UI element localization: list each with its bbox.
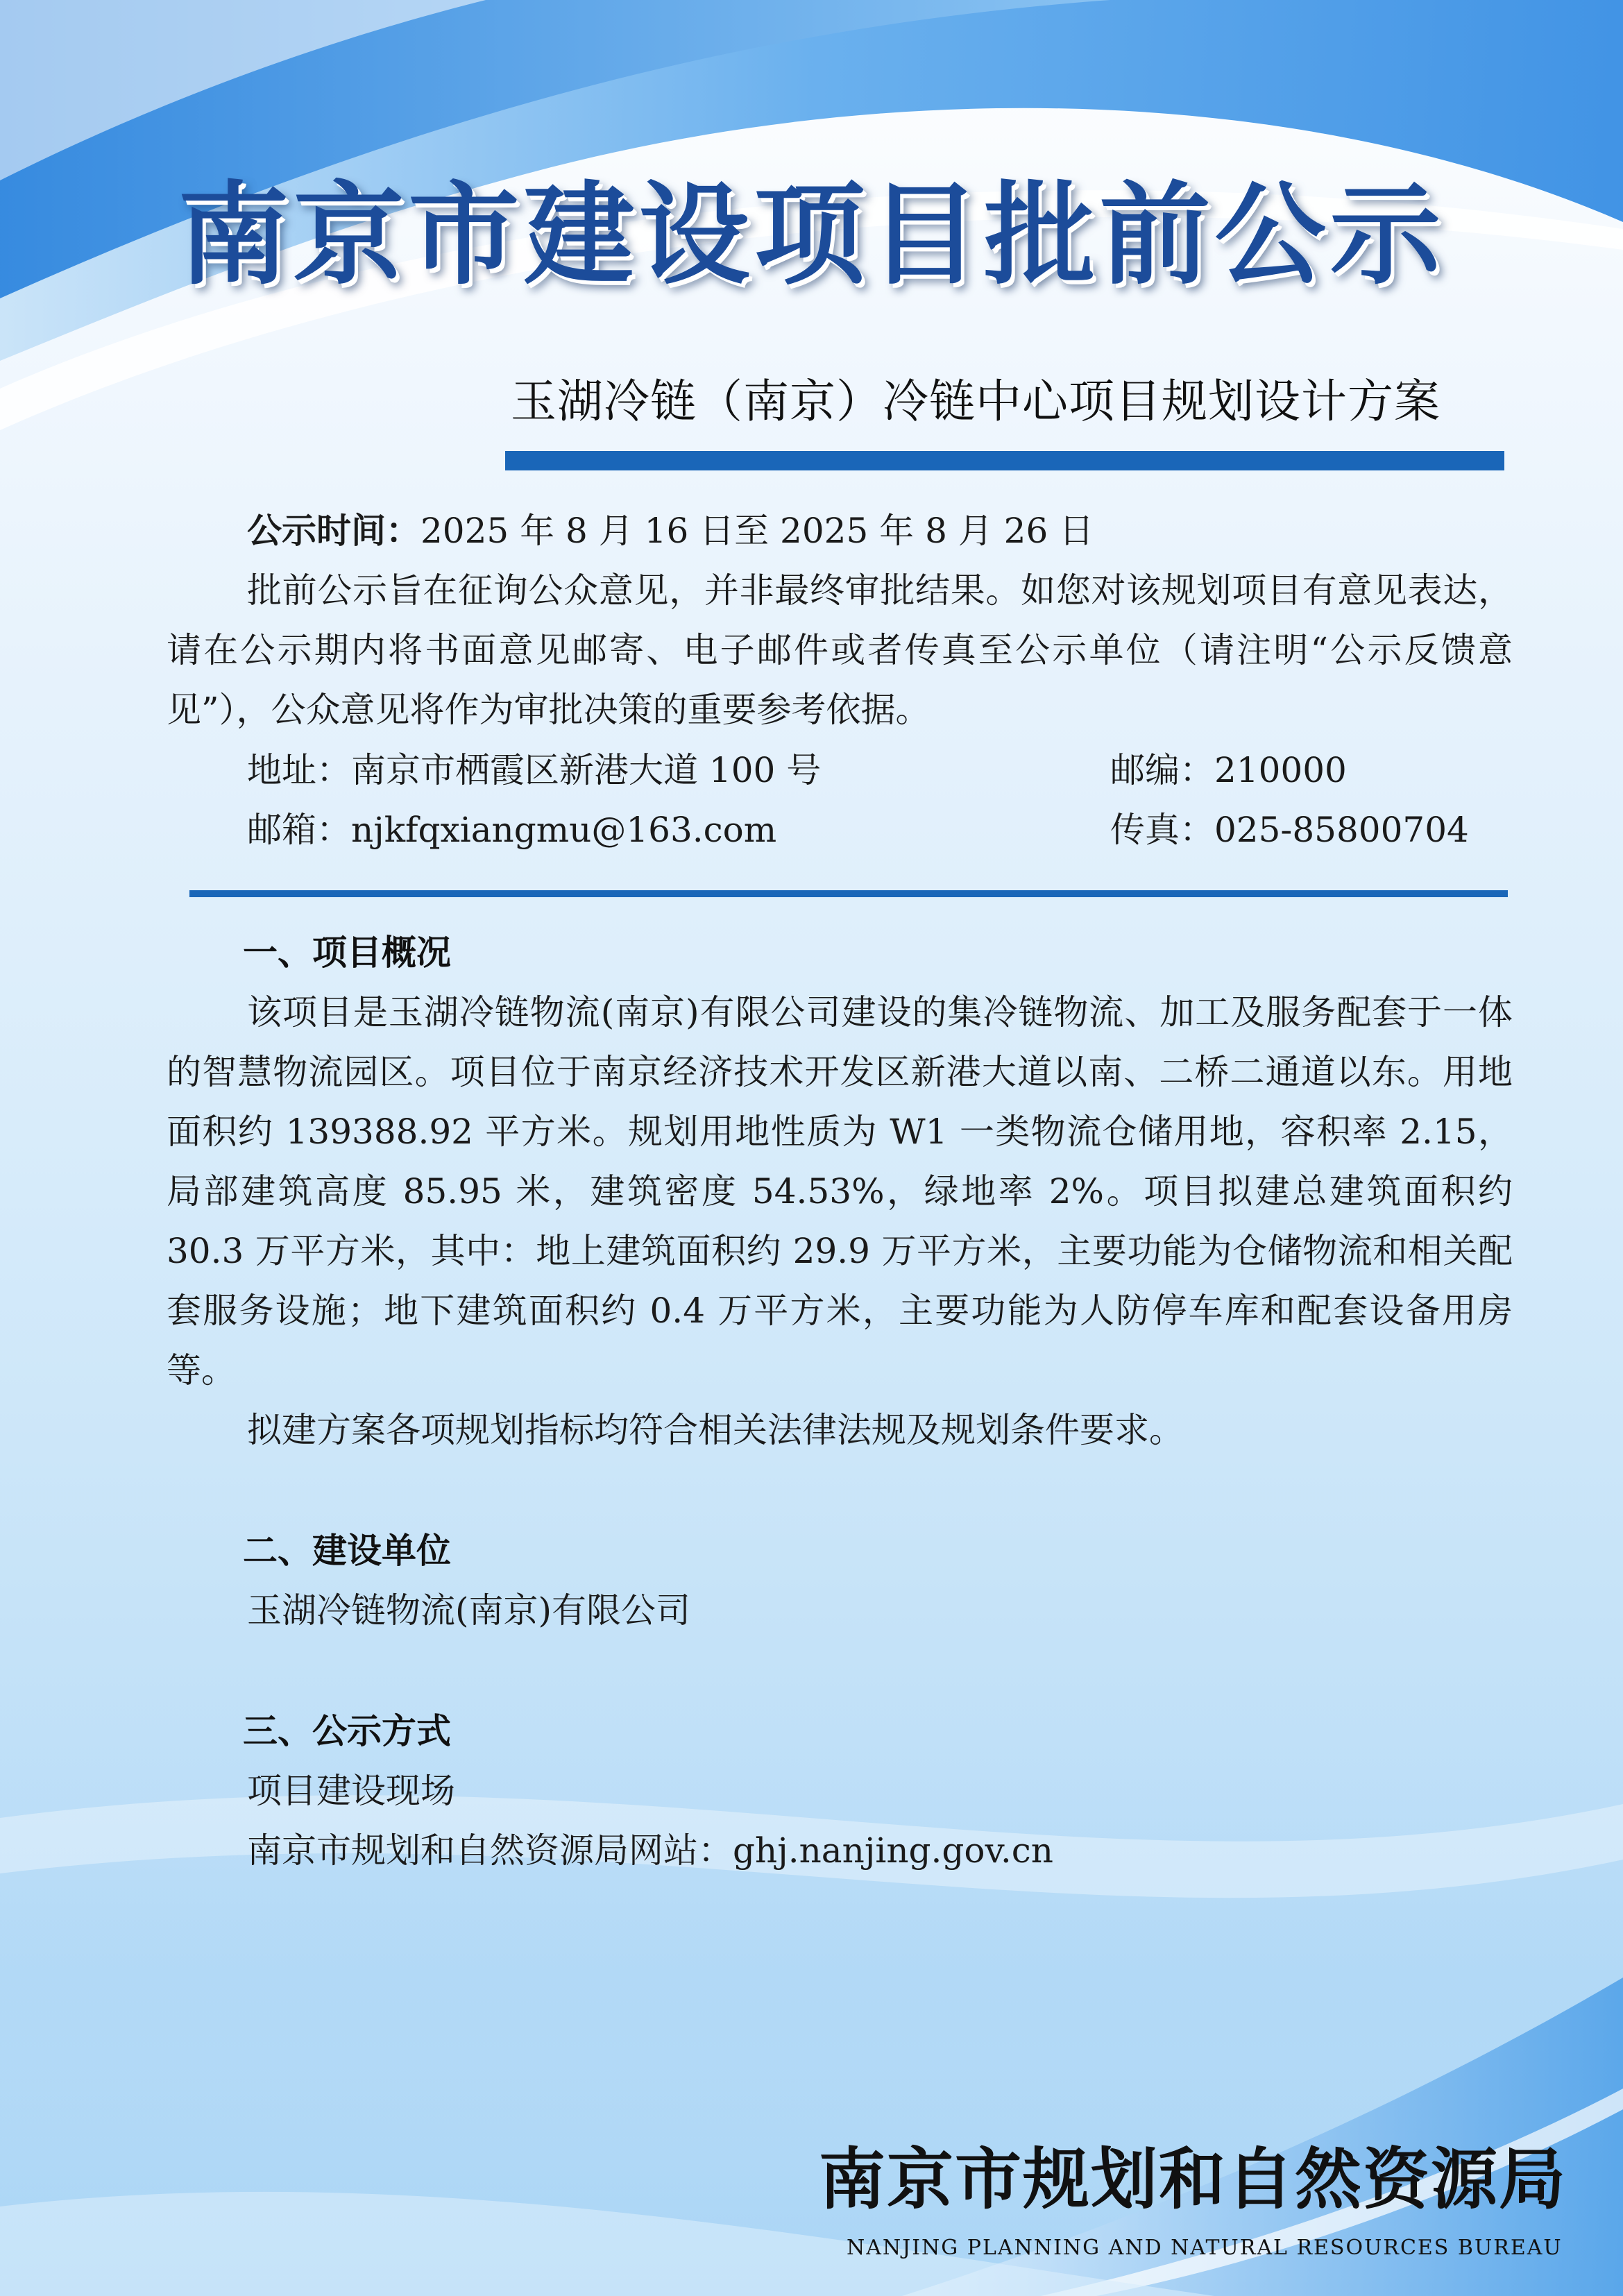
developer-name: 玉湖冷链物流(南京)有限公司 [247,1590,691,1631]
project-subtitle: 玉湖冷链（南京）冷链中心项目规划设计方案 [511,375,1441,428]
footer-org-name-en: NANJING PLANNING AND NATURAL RESOURCES BUREAU [847,2236,1563,2260]
section-heading-overview: 一、项目概况 [243,933,451,973]
contact-fax: 传真：025-85800704 [1110,810,1469,850]
notice-period [247,501,1094,561]
overview-paragraph: 该项目是玉湖冷链物流(南京)有限公司建设的集冷链物流、加工及服务配套于一体的智慧物流园区。项目位于南京经济技术开发区新港大道以南、二桥二通道以东。用地面积约 139388.92 平方米。规划用地性质为 W1 一类物流仓储用地，容积率 2.15，局部建筑高度 85.95 米，建筑密度 54.53%，绿地率 2%。项目拟建总建筑面积约 30.3 万平方米，其中：地上建筑面积约 29.9 万平方米，主要功能为仓储物流和相关配套服务设施；地下建筑面积约 0.4 万平方米，主要功能为人防停车库和配套设备用房等。 [167,992,1513,1391]
contact-email: 邮箱：njkfqxiangmu@163.com [247,810,777,850]
compliance-paragraph: 拟建方案各项规划指标均符合相关法律法规及规划条件要求。 [247,1410,1184,1450]
method-item-site: 项目建设现场 [247,1771,455,1811]
contact-address: 地址：南京市栖霞区新港大道 100 号 [247,750,822,790]
section-heading-developer: 二、建设单位 [243,1531,451,1571]
title-divider [505,451,1504,470]
main-title: 南京市建设项目批前公示 [178,170,1445,300]
method-item-website: 南京市规划和自然资源局网站：ghj.nanjing.gov.cn [247,1830,1053,1871]
contact-postcode: 邮编：210000 [1110,750,1347,790]
notice-intro: 批前公示旨在征询公众意见，并非最终审批结果。如您对该规划项目有意见表达，请在公示期内将书面意见邮寄、电子邮件或者传真至公示单位（请注明“公示反馈意见”），公众意见将作为审批决策的重要参考依据。 [167,570,1513,730]
section-divider [189,890,1508,897]
section-heading-method: 三、公示方式 [243,1711,451,1751]
period-label: 公示时间： [247,511,420,551]
footer-org-name: 南京市规划和自然资源局 [819,2140,1567,2218]
period-value: 2025 年 8 月 16 日至 2025 年 8 月 26 日 [420,511,1094,551]
